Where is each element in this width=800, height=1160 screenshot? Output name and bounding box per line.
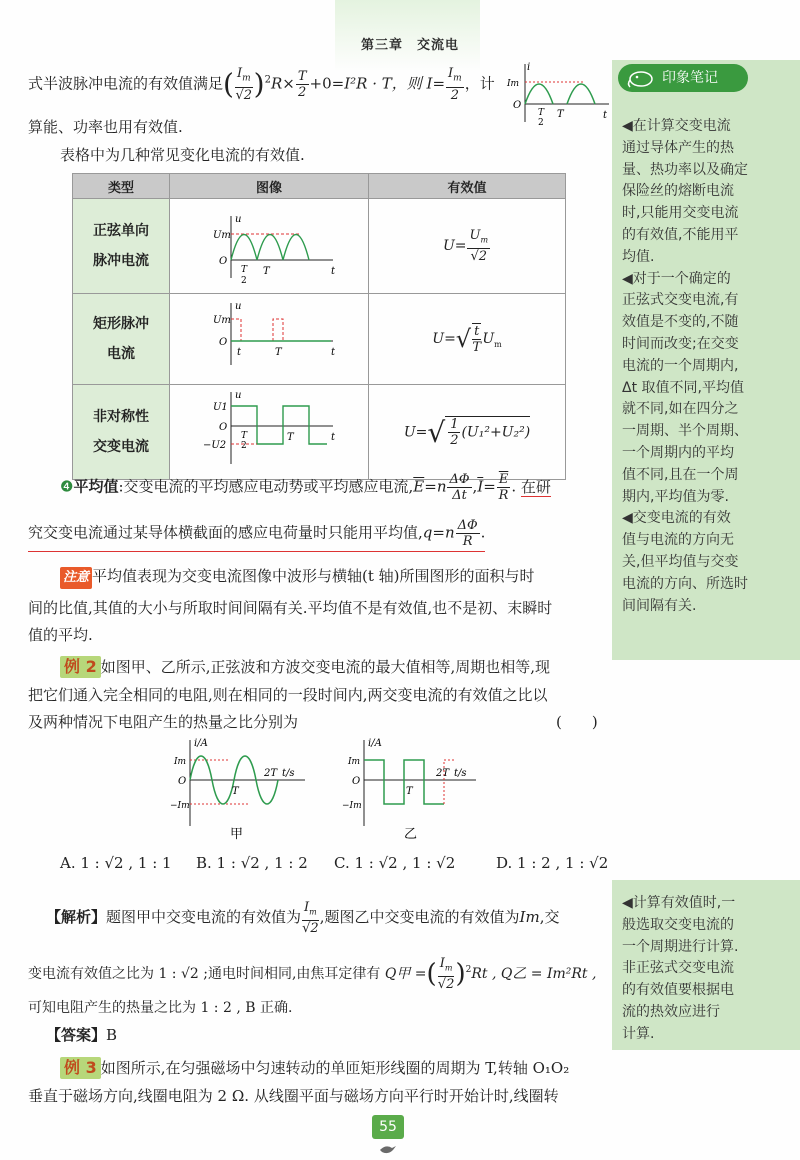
sidebar-line: 值不同,且在一个周 <box>622 466 739 483</box>
r-den: R <box>498 488 509 503</box>
intro-text-d: R · T，则 <box>356 74 422 93</box>
u-symbol: U <box>482 331 495 347</box>
note-tag: 注意 <box>60 567 92 589</box>
axis-t: t <box>331 347 336 358</box>
axis-u: u <box>235 390 242 401</box>
row-image <box>170 294 369 385</box>
sidebar-header <box>618 64 748 92</box>
option-b[interactable]: B. 1 : √2 , 1 : 2 <box>196 854 308 872</box>
sidebar-line: 量、热功率以及确定 <box>622 161 748 178</box>
type-line-1: 正弦单向 <box>93 223 149 239</box>
im-value: Im <box>519 907 540 926</box>
avg-line2-text: 究交变电流通过某导体横截面的感应电荷量时只能用平均值, <box>28 523 423 542</box>
sidebar-line: 关,但平均值与交变 <box>622 553 739 570</box>
row-type <box>73 385 170 480</box>
fraction-im-root2: $\frac{I_m}{√2}$ <box>235 66 253 103</box>
label-um: Um <box>213 315 231 326</box>
half-wave-graph <box>505 60 615 126</box>
sidebar-line: 值与电流的方向无 <box>622 532 734 549</box>
dphi: ΔΦ <box>449 472 470 487</box>
label-T: T <box>287 432 294 443</box>
sidebar-line: 时,只能用交变电流 <box>622 205 739 222</box>
chapter-title: 第三章 交流电 <box>360 38 459 53</box>
im-symbol-2: I <box>448 66 454 81</box>
type-line-1: 非对称性 <box>93 409 149 425</box>
value-prefix: U= <box>403 424 428 440</box>
label-o: O <box>219 337 228 348</box>
im-symbol: I <box>236 66 243 81</box>
intro-text-b: R× <box>270 74 295 93</box>
label-t-num: T <box>538 108 545 118</box>
dt: Δt <box>452 488 467 503</box>
fraction-t-2 <box>296 69 309 100</box>
label-minus-im: −Im <box>170 801 190 811</box>
type-line-2: 交变电流 <box>93 439 149 455</box>
sidebar-line: 一个周期内的平均 <box>622 444 734 461</box>
note-line-2: 间的比值,其值的大小与所取时间间隔有关.平均值不是有效值,也不是初、末瞬时 <box>28 599 553 617</box>
sub-m-2: m <box>453 73 462 84</box>
root2-b: 2 <box>310 920 319 936</box>
label-t2-num: T <box>241 265 248 275</box>
label-o: O <box>513 100 522 111</box>
axis-ia: i/A <box>368 738 382 749</box>
option-a[interactable]: A. 1 : √2 , 1 : 1 <box>60 854 172 872</box>
table-row <box>73 294 566 385</box>
r-den-2: R <box>462 534 473 549</box>
solution-text-b: ,题图乙中交变电流的有效值为 <box>319 907 520 926</box>
u-sub: m <box>494 339 502 349</box>
solution-line-2: 变电流有效值之比为 1 : √2 ;通电时间相同,由焦耳定律有 Q甲 =( $\frac{I_m}{√2}$ )$^2$Rt , Q乙 = Im²Rt , <box>28 956 597 992</box>
col-type: 类型 <box>73 174 170 199</box>
answer-value: B <box>106 1026 118 1044</box>
sidebar-line: 均值. <box>622 248 655 265</box>
option-d[interactable]: D. 1 : 2 , 1 : √2 <box>496 854 609 872</box>
row-value: U=√ $\frac{1}{2}$ (U₁²+U₂²) <box>369 385 566 480</box>
answer-line <box>46 1024 117 1046</box>
ex2-line-1 <box>60 656 550 678</box>
row-type <box>73 294 170 385</box>
u-squares: (U₁²+U₂²) <box>461 424 531 440</box>
sidebar-line: 就不同,如在四分之 <box>622 401 739 418</box>
sub-m: m <box>242 73 251 84</box>
label-T: T <box>557 109 564 120</box>
axis-i: i <box>527 62 531 73</box>
label-minus-im: −Im <box>342 801 362 811</box>
label-im: Im <box>507 79 520 89</box>
sidebar-line: 电流的方向、所选时 <box>622 575 748 592</box>
im-sub-2: m <box>444 963 453 973</box>
value-prefix: U= <box>432 331 456 347</box>
q-eq: q=n <box>422 523 455 542</box>
solution-line-3: 可知电阻产生的热量之比为 1 : 2 , B 正确. <box>28 1000 293 1016</box>
ex3-line-1 <box>60 1057 569 1079</box>
frac-num-T: T <box>297 68 307 84</box>
figure-jia <box>170 736 310 840</box>
period: . <box>480 523 486 542</box>
sidebar-line: 电流的一个周期内, <box>622 357 739 374</box>
sidebar-line: 一周期、半个周期、 <box>622 423 748 440</box>
root2: 2 <box>243 87 253 103</box>
value-prefix: U= <box>442 238 467 254</box>
sidebar-notes-2 <box>622 893 738 1046</box>
sidebar-line: 般选取交变电流的 <box>622 916 734 933</box>
e-eq: =n <box>424 477 447 496</box>
sidebar-title: 印象笔记 <box>662 70 718 86</box>
label-t-den: 2 <box>538 118 544 126</box>
label-2T: 2T <box>264 768 278 779</box>
label-um: Um <box>213 230 231 241</box>
label-u1: U1 <box>213 402 228 413</box>
label-t2-den: 2 <box>241 441 247 451</box>
half-den: 2 <box>450 432 459 448</box>
im-root2-frac: $\frac{I_m}{√2}$ <box>437 956 455 992</box>
solution-text-a: 题图甲中交变电流的有效值为 <box>106 907 302 926</box>
rect-pulse-graph <box>171 295 367 379</box>
value-radicand <box>445 416 530 448</box>
axis-t: t <box>331 266 336 277</box>
col-image: 图像 <box>170 174 369 199</box>
sidebar-line: 的有效值,不能用平 <box>622 226 739 243</box>
label-o: O <box>352 776 361 787</box>
sidebar-line: 流的热效应进行 <box>622 1003 720 1020</box>
ex3-line-2: 垂直于磁场方向,线圈电阻为 2 Ω. 从线圈平面与磁场方向平行时开始计时,线圈转 <box>28 1087 559 1105</box>
sidebar-line: 间间隔有关. <box>622 597 697 614</box>
fraction-im-2 <box>446 66 464 103</box>
avg-line-2 <box>28 518 485 552</box>
type-line-2: 脉冲电流 <box>93 253 149 269</box>
ex3-tag: 例 3 <box>60 1057 101 1079</box>
solution-text-d: ,交 <box>539 907 560 926</box>
row-image <box>170 385 369 480</box>
label-minus-u2: −U2 <box>203 440 227 451</box>
answer-paren: ( ) <box>556 713 598 731</box>
root2-den: 2 <box>478 248 488 264</box>
axis-ia: i/A <box>194 738 208 749</box>
figure-yi <box>340 736 480 840</box>
effective-value-table <box>72 173 566 480</box>
axis-ts: t/s <box>282 768 295 779</box>
circle-4-icon: ❹ <box>60 477 74 496</box>
ex3-text-1: 如图所示,在匀强磁场中匀速转动的单匝矩形线圈的周期为 T,转轴 O₁O₂ <box>100 1059 570 1077</box>
sidebar-line: ◀在计算交变电流 <box>622 118 731 134</box>
row-type <box>73 199 170 294</box>
e-num: $\overline{E}$ <box>498 472 509 487</box>
table-header-row <box>73 174 566 199</box>
ex2-tag: 例 2 <box>60 656 101 678</box>
frac-den-2: 2 <box>298 84 307 100</box>
axis-t: t <box>603 110 608 121</box>
axis-t: t <box>331 432 336 443</box>
value-fraction: $\frac{U_m}{√2}$ <box>469 228 489 264</box>
half-num: 1 <box>450 416 459 432</box>
sidebar-line: 通过导体产生的热 <box>622 139 734 156</box>
avg-line-1: ❹平均值:交变电流的平均感应电动势或平均感应电流$,\overline{E}=n$ $\frac{\Delta\Phi}{\Delta t}$ $,\overline{I}=$ $\frac{\overline{E}}{R}$ . 在研 <box>60 472 551 503</box>
sidebar-line: 计算. <box>622 1025 655 1042</box>
sidebar-notes <box>622 116 748 617</box>
im-sub: m <box>309 907 317 917</box>
u-sub: m <box>480 235 489 245</box>
row-value <box>369 199 566 294</box>
type-line-2: 电流 <box>107 346 135 362</box>
value-fraction <box>472 323 481 355</box>
sidebar-line: 非正弦式交变电流 <box>622 960 734 977</box>
label-T: T <box>263 266 270 277</box>
bird-icon <box>378 1142 398 1156</box>
note-line-3: 值的平均. <box>28 626 93 644</box>
label-o: O <box>178 776 187 787</box>
u-symbol: U <box>469 228 481 244</box>
label-t-small: t <box>237 347 242 358</box>
solution-line-1 <box>46 900 559 936</box>
half-wave-arc-2 <box>567 84 595 104</box>
row-image <box>170 199 369 294</box>
dphi-dt <box>447 472 471 503</box>
i-squared: I² <box>344 74 357 93</box>
solution-text-2c: Rt , Q乙 = Im²Rt , <box>471 965 597 982</box>
sidebar-line: 正弦式交变电流,有 <box>622 292 739 309</box>
intro-text-a: 式半波脉冲电流的有效值满足 <box>28 74 224 93</box>
sidebar-line: 的有效值要根据电 <box>622 982 734 999</box>
asymmetric-ac-graph <box>171 386 367 474</box>
label-t2-num: T <box>241 431 248 441</box>
ex2-line-3: 及两种情况下电阻产生的热量之比分别为 <box>28 713 299 731</box>
label-2T: 2T <box>436 768 450 779</box>
label-o: O <box>219 256 228 267</box>
sidebar-line: 保险丝的熔断电流 <box>622 183 734 200</box>
type-line-1: 矩形脉冲 <box>93 316 149 332</box>
half-wave-arc-1 <box>525 84 553 104</box>
answer-tag: 【答案】 <box>46 1026 107 1044</box>
sidebar-line: ◀计算有效值时,一 <box>622 895 736 911</box>
axis-u: u <box>235 301 242 312</box>
im-over-root2: $\frac{I_m}{√2}$ <box>302 900 319 936</box>
intro-line-2: 算能、功率也用有效值. <box>28 118 183 136</box>
i-eq: = <box>483 477 496 496</box>
q-jia: Q甲 = <box>384 965 427 982</box>
solution-text-2a: 变电流有效值之比为 1 : √2 ;通电时间相同,由焦耳定律有 <box>28 965 381 982</box>
dphi-r <box>456 518 480 549</box>
label-T: T <box>406 786 413 797</box>
label-T: T <box>275 347 282 358</box>
frac-den-2b: 2 <box>450 87 460 103</box>
frac-T: T <box>472 340 482 355</box>
im-sym-2: I <box>439 956 445 971</box>
row-value: U=√ $\frac{t}{T}$ $U_m$ <box>369 294 566 385</box>
label-t2-den: 2 <box>241 276 247 286</box>
e-bar: $\overline{E}$ <box>413 477 425 496</box>
col-value: 有效值 <box>369 174 566 199</box>
sidebar-line: 时间而改变;在交变 <box>622 335 739 352</box>
half-fraction <box>448 417 460 448</box>
solution-tag: 【解析】 <box>46 907 107 926</box>
sidebar-line: Δt 取值不同,平均值 <box>622 379 744 396</box>
ex2-text-1: 如图甲、乙所示,正弦波和方波交变电流的最大值相等,周期也相等,现 <box>100 658 551 676</box>
sidebar-line: 效值是不变的,不随 <box>622 314 739 331</box>
im-sym: I <box>304 900 310 915</box>
note-text-1: 平均值表现为交变电流图像中波形与横轴(t 轴)所围图形的面积与时 <box>92 567 535 585</box>
sidebar-line: 期内,平均值为零. <box>622 488 729 505</box>
intro-line-1: 式半波脉冲电流的有效值满足( $\frac{I_m}{√2}$ )$^2$R× $\frac{T}{2}$ +0=I²R · T，则 I= $\frac{I_m}{2}$ ，计 <box>28 66 495 103</box>
intro-line-3: 表格中为几种常见变化电流的有效值. <box>60 146 305 164</box>
sidebar-line: ◀对于一个确定的 <box>622 270 731 287</box>
root2-c: 2 <box>446 976 455 992</box>
label-im: Im <box>174 757 187 767</box>
axis-u: u <box>235 214 242 225</box>
label-T: T <box>232 786 239 797</box>
axis-ts: t/s <box>454 768 467 779</box>
label-o: O <box>219 422 228 433</box>
sidebar-line: ◀交变电流的有效 <box>622 510 731 527</box>
elephant-icon <box>626 68 656 88</box>
caption-jia: 甲 <box>230 827 244 840</box>
label-im: Im <box>348 757 361 767</box>
sine-pulse-graph <box>171 200 367 288</box>
table-row <box>73 199 566 294</box>
ex2-line-2: 把它们通入完全相同的电阻,则在相同的一段时间内,两交变电流的有效值之比以 <box>28 686 548 704</box>
intro-text-e: ，计 <box>464 74 495 93</box>
caption-yi: 乙 <box>404 827 418 840</box>
e-over-r <box>497 472 511 503</box>
underline-text: 在研 <box>520 477 551 496</box>
sidebar-line: 一个周期进行计算. <box>622 938 739 955</box>
avg-text: :交变电流的平均感应电动势或平均感应电流, <box>118 477 414 496</box>
frac-t: t <box>474 324 480 339</box>
i-equals: I= <box>426 74 446 93</box>
note-line-1 <box>60 565 535 589</box>
avg-title: 平均值 <box>73 477 119 496</box>
intro-text-c: +0= <box>309 74 345 93</box>
option-c[interactable]: C. 1 : √2 , 1 : √2 <box>334 854 456 872</box>
page-number: 55 <box>372 1115 404 1139</box>
table-row <box>73 385 566 480</box>
dphi-2: ΔΦ <box>457 518 478 533</box>
